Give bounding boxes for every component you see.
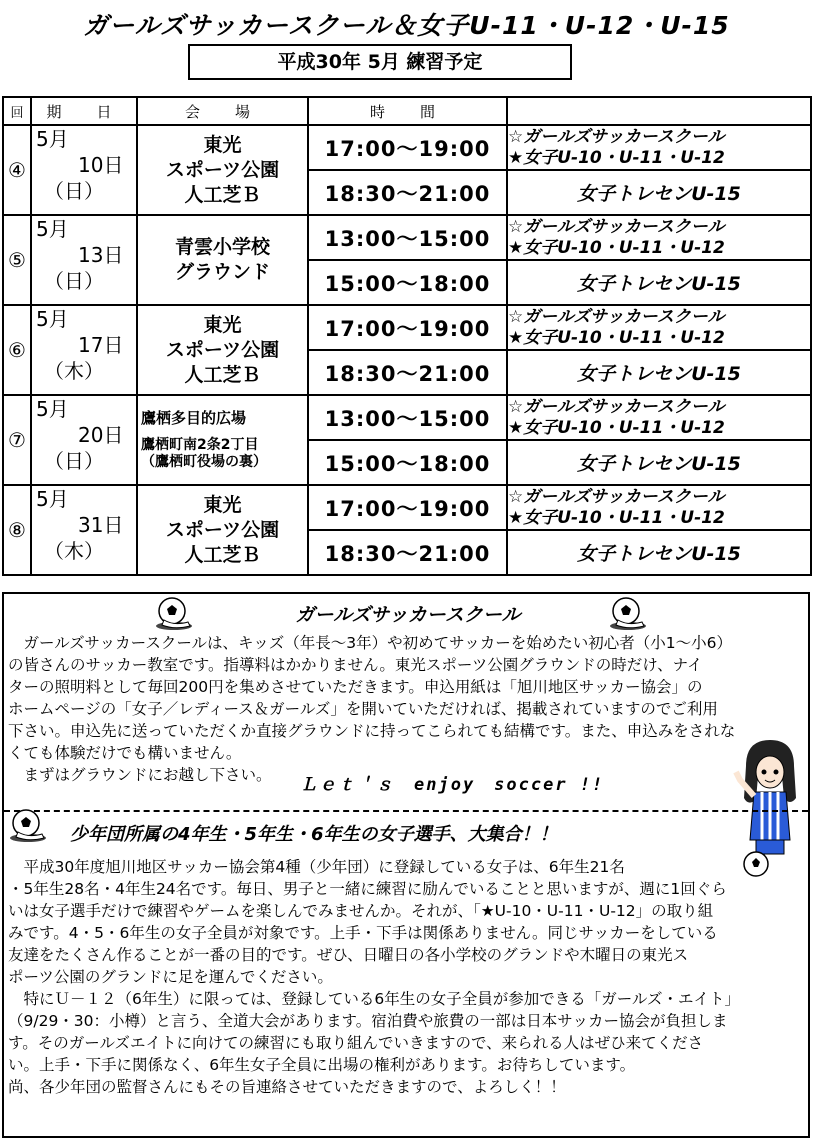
schedule-table bbox=[2, 96, 812, 576]
program-line: ★女子U-10・U-11・U-12 bbox=[508, 417, 725, 438]
round-number: ⑧ bbox=[3, 485, 31, 575]
venue-line: スポーツ公園 bbox=[165, 518, 280, 541]
program-line: 女子トレセンU-15 bbox=[577, 183, 741, 205]
date-day: 20日 bbox=[78, 423, 124, 447]
date-day: 17日 bbox=[78, 333, 124, 357]
program-cell bbox=[507, 260, 811, 305]
text-line: 友達をたくさん作ることが一番の目的です。ぜひ、日曜日の各小学校のグランドや木曜日の東光ス bbox=[8, 946, 689, 964]
header-date: 期 日 bbox=[31, 97, 137, 125]
table-row bbox=[3, 125, 811, 170]
date-day: 31日 bbox=[78, 513, 124, 537]
table-row bbox=[3, 305, 811, 350]
date-cell bbox=[31, 305, 137, 395]
text-line: ホームページの「女子／レディース＆ガールズ」を開いていただければ、掲載されていますのでご利用 bbox=[8, 700, 718, 718]
text-line: 尚、各少年団の監督さんにもその旨連絡させていただきますので、よろしく！！ bbox=[8, 1078, 566, 1096]
venue-line: 鷹栖多目的広場 bbox=[141, 408, 247, 427]
program-line: ★女子U-10・U-11・U-12 bbox=[508, 147, 725, 168]
program-cell bbox=[507, 395, 811, 440]
program-line: 女子トレセンU-15 bbox=[577, 543, 741, 565]
venue-line: 人工芝Ｂ bbox=[184, 363, 261, 386]
date-month: 5月 bbox=[36, 487, 69, 511]
text-line: す。そのガールズエイトに向けての練習にも取り組んでいきますので、来られる人はぜひ来てくださ bbox=[8, 1034, 704, 1052]
main-title: ガールズサッカースクール＆女子U-11・U-12・U-15 bbox=[83, 11, 730, 40]
program-cell bbox=[507, 440, 811, 485]
text-line: ポーツ公園のグランドに足を運んでください。 bbox=[8, 968, 333, 986]
venue-line: 青雲小学校 bbox=[174, 236, 270, 258]
date-cell bbox=[31, 125, 137, 215]
program-cell bbox=[507, 350, 811, 395]
round-number: ⑤ bbox=[3, 215, 31, 305]
date-cell bbox=[31, 395, 137, 485]
date-day: 10日 bbox=[78, 153, 124, 177]
date-month: 5月 bbox=[36, 397, 69, 421]
header-program bbox=[507, 97, 811, 125]
shonen-title: 少年団所属の4年生・5年生・6年生の女子選手、大集合！！ bbox=[70, 824, 558, 845]
program-line: ★女子U-10・U-11・U-12 bbox=[508, 327, 725, 348]
time-slot: 15:00～18:00 bbox=[308, 260, 507, 305]
time-slot: 17:00～19:00 bbox=[308, 125, 507, 170]
program-line: ☆ガールズサッカースクール bbox=[508, 306, 725, 327]
date-day: 13日 bbox=[78, 243, 124, 267]
school-text bbox=[8, 632, 808, 786]
date-cell bbox=[31, 485, 137, 575]
date-cell bbox=[31, 215, 137, 305]
header-time: 時 間 bbox=[308, 97, 507, 125]
table-row bbox=[3, 485, 811, 530]
round-number: ⑦ bbox=[3, 395, 31, 485]
header-round: 回 bbox=[3, 97, 31, 125]
venue-cell bbox=[137, 125, 308, 215]
text-line: の皆さんのサッカー教室です。指導料はかかりません。東光スポーツ公園グラウンドの時だけ、ナイ bbox=[8, 656, 703, 674]
shonen-text bbox=[8, 856, 808, 1098]
program-cell bbox=[507, 215, 811, 260]
venue-line: 鷹栖町南2条2丁目 bbox=[141, 436, 259, 453]
time-slot: 17:00～19:00 bbox=[308, 305, 507, 350]
venue-line: 人工芝Ｂ bbox=[184, 183, 261, 206]
program-line: 女子トレセンU-15 bbox=[577, 363, 741, 385]
round-number: ④ bbox=[3, 125, 31, 215]
time-slot: 13:00～15:00 bbox=[308, 395, 507, 440]
date-month: 5月 bbox=[36, 127, 69, 151]
program-cell bbox=[507, 170, 811, 215]
enjoy-slogan: Ｌｅｔ＇ｓ enjoy soccer !! bbox=[300, 775, 605, 795]
date-weekday: （木） bbox=[44, 539, 104, 563]
text-line: 下さい。申込先に送っていただくか直接グラウンドに持ってこられても結構です。また、申込みをされな bbox=[8, 722, 736, 740]
venue-cell bbox=[137, 485, 308, 575]
venue-cell bbox=[137, 215, 308, 305]
time-slot: 15:00～18:00 bbox=[308, 440, 507, 485]
table-row bbox=[3, 395, 811, 440]
program-cell bbox=[507, 305, 811, 350]
info-box bbox=[2, 592, 810, 1138]
date-weekday: （日） bbox=[44, 269, 104, 293]
venue-cell bbox=[137, 395, 308, 485]
text-line: ターの照明料として毎回200円を集めさせていただきます。申込用紙は「旭川地区サッカー協会」の bbox=[8, 678, 703, 696]
table-row bbox=[3, 215, 811, 260]
program-line: ★女子U-10・U-11・U-12 bbox=[508, 507, 725, 528]
venue-line: グラウンド bbox=[174, 261, 270, 283]
venue-line: （鷹栖町役場の裏） bbox=[141, 453, 267, 470]
text-line: 特にＵ－１２（6年生）に限っては、登録している6年生の女子全員が参加できる「ガールズ・エイト」 bbox=[8, 990, 740, 1008]
venue-line bbox=[141, 427, 307, 437]
text-line: ガールズサッカースクールは、キッズ（年長～3年）や初めてサッカーを始めたい初心者（小1～小6） bbox=[8, 634, 732, 652]
text-line: ・5年生28名・4年生24名です。毎日、男子と一緒に練習に励んでいることと思いますが、週に1回ぐら bbox=[8, 880, 727, 898]
venue-line: スポーツ公園 bbox=[165, 338, 280, 361]
date-weekday: （日） bbox=[44, 179, 104, 203]
program-line: 女子トレセンU-15 bbox=[577, 453, 741, 475]
time-slot: 18:30～21:00 bbox=[308, 350, 507, 395]
schedule-subtitle: 平成30年 5月 練習予定 bbox=[188, 44, 572, 80]
time-slot: 13:00～15:00 bbox=[308, 215, 507, 260]
venue-line: 東光 bbox=[203, 133, 242, 156]
time-slot: 17:00～19:00 bbox=[308, 485, 507, 530]
venue-line: 東光 bbox=[203, 493, 242, 516]
date-weekday: （日） bbox=[44, 449, 104, 473]
date-month: 5月 bbox=[36, 307, 69, 331]
date-month: 5月 bbox=[36, 217, 69, 241]
table-header-row bbox=[3, 97, 811, 125]
program-cell bbox=[507, 530, 811, 575]
text-line: くても体験だけでも構いません。 bbox=[8, 744, 242, 762]
text-line: い。上手・下手に関係なく、6年生女子全員に出場の権利があります。お待ちしています。 bbox=[8, 1056, 636, 1074]
program-line: ☆ガールズサッカースクール bbox=[508, 486, 725, 507]
header-venue: 会 場 bbox=[137, 97, 308, 125]
date-weekday: （木） bbox=[44, 359, 104, 383]
text-line: みです。4・5・6年生の女子全員が対象です。上手・下手は関係ありません。同じサッカーをしている bbox=[8, 924, 718, 942]
venue-line: 東光 bbox=[203, 313, 242, 336]
text-line: まずはグラウンドにお越し下さい。 bbox=[8, 766, 272, 784]
text-line: 平成30年度旭川地区サッカー協会第4種（少年団）に登録している女子は、6年生21名 bbox=[8, 858, 625, 876]
section-divider bbox=[4, 810, 808, 812]
program-line: ☆ガールズサッカースクール bbox=[508, 216, 725, 237]
program-line: ★女子U-10・U-11・U-12 bbox=[508, 237, 725, 258]
venue-line: 人工芝Ｂ bbox=[184, 543, 261, 566]
program-cell bbox=[507, 125, 811, 170]
program-line: 女子トレセンU-15 bbox=[577, 273, 741, 295]
school-title: ガールズサッカースクール bbox=[295, 604, 521, 626]
venue-line: スポーツ公園 bbox=[165, 158, 280, 181]
time-slot: 18:30～21:00 bbox=[308, 530, 507, 575]
time-slot: 18:30～21:00 bbox=[308, 170, 507, 215]
venue-cell bbox=[137, 305, 308, 395]
round-number: ⑥ bbox=[3, 305, 31, 395]
text-line: いは女子選手だけで練習やゲームを楽しんでみませんか。それが、「★U-10・U-11・U-12」の取り組 bbox=[8, 902, 714, 920]
soccer-ball-shoe-icon bbox=[6, 808, 50, 842]
program-cell bbox=[507, 485, 811, 530]
text-line: （9/29・30：小樽）と言う、全道大会があります。宿泊費や旅費の一部は日本サッカー協会が負担しま bbox=[8, 1012, 728, 1030]
program-line: ☆ガールズサッカースクール bbox=[508, 126, 725, 147]
program-line: ☆ガールズサッカースクール bbox=[508, 396, 725, 417]
